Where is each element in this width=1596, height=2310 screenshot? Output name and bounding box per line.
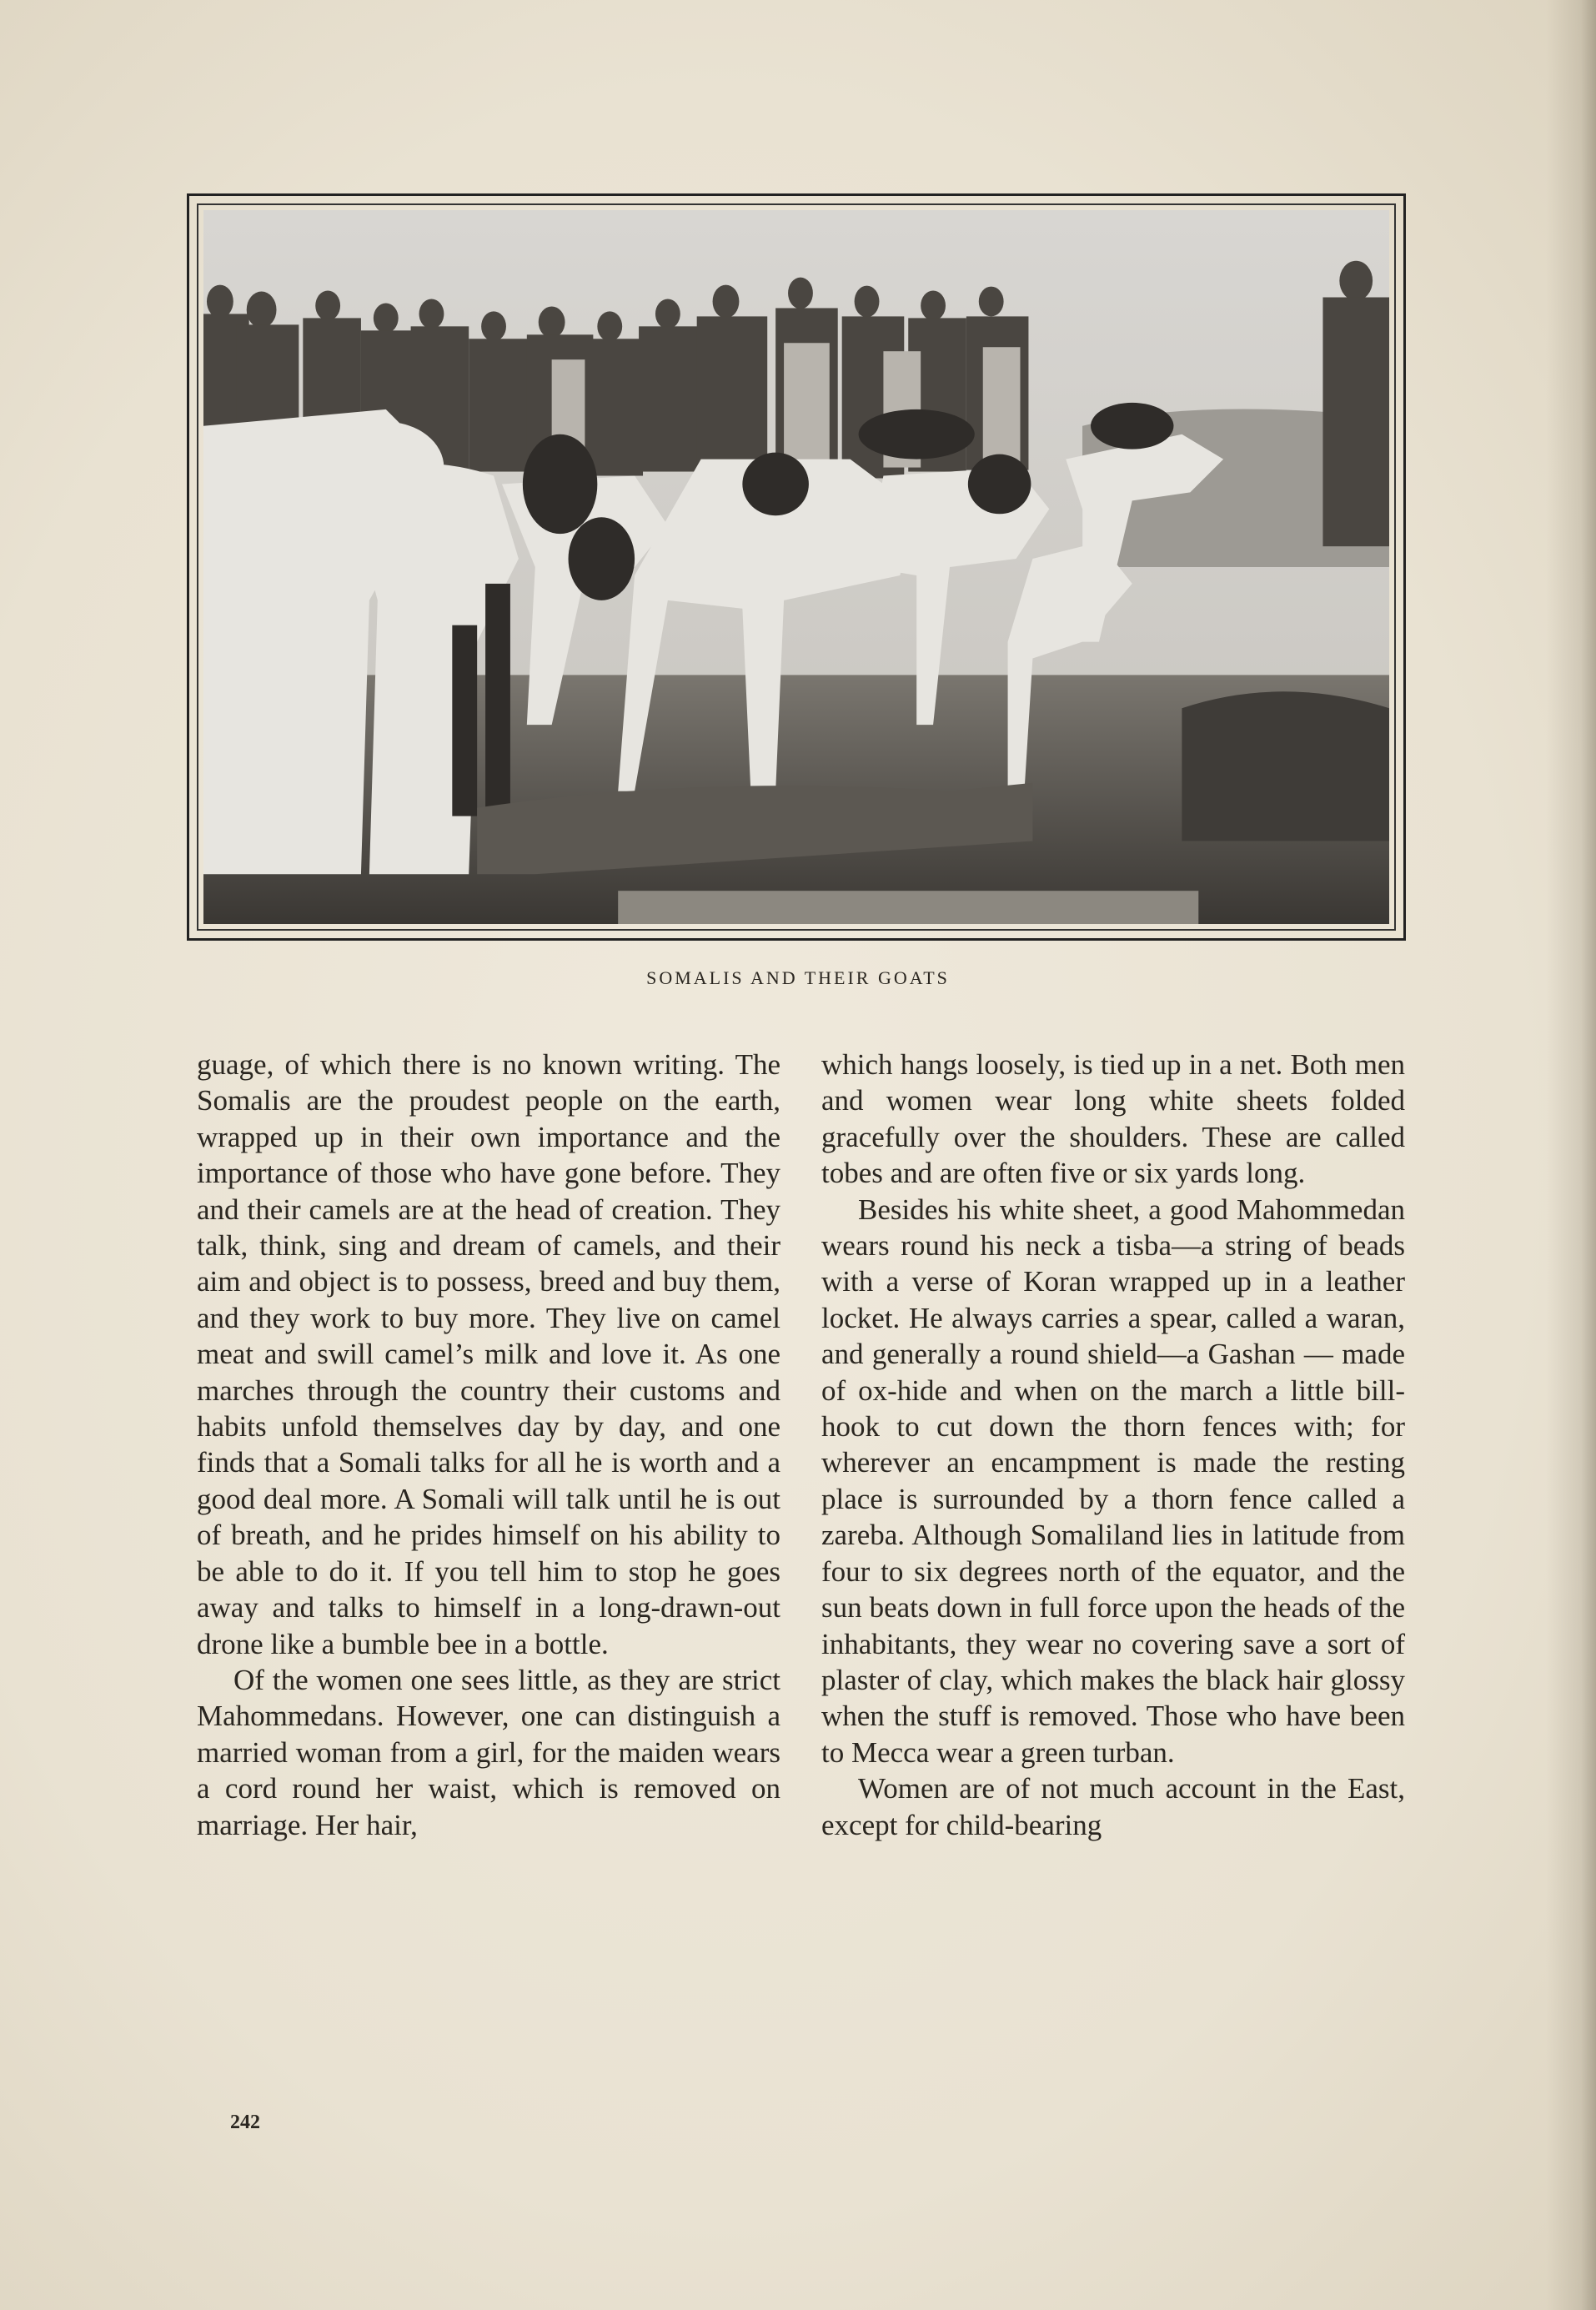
right-paragraph-2: Besides his white sheet, a good Mahommedan wears round his neck a tisba—a string of beads with a verse of Koran wrapped up in a leather locket. He always carries a spear, called a waran, and generally a round shield—a Gashan — made of ox-hide and when on the march a little bill-hook to cut down the thorn fences with; for wherever an encampment is made the resting place is surrounded by a thorn fence called a zareba. Although Somaliland lies in latitude from four to six degrees north of the equator, and the sun beats down in full force upon the heads of the inhabitants, they wear no covering save a sort of plaster of clay, which makes the black hair glossy when the stuff is removed. Those who have been to Mecca wear a green turban. [821, 1193, 1405, 1769]
right-text-column [821, 1047, 1405, 1843]
right-paragraph-1: which hangs loosely, is tied up in a net. Both men and women wear long white sheets folded gracefully over the shoulders. These are called tobes and are often five or six yards long. [821, 1048, 1405, 1190]
photo-water [618, 891, 1198, 924]
left-paragraph-2: Of the women one sees little, as they are strict Mahommedans. However, one can distinguish a married woman from a girl, for the maiden wears a cord round her waist, which is removed on marriage. Her hair, [197, 1663, 780, 1841]
photo-caption: SOMALIS AND THEIR GOATS [646, 967, 950, 988]
photo-rocks [1182, 691, 1389, 841]
page-edge-shadow [1546, 0, 1596, 2310]
photo-frame [187, 193, 1406, 941]
left-text-column [197, 1047, 780, 1843]
page-number: 242 [230, 2112, 260, 2133]
right-paragraph-3: Women are of not much account in the East, except for child-bearing [821, 1772, 1405, 1841]
photograph-somalis-goats [203, 210, 1389, 924]
photo-inner-border [197, 203, 1396, 931]
left-paragraph-1: guage, of which there is no known writing. The Somalis are the proudest people on the earth, wrapped up in their own importance and the importance of those who have gone before. They and their camels are at the head of creation. They talk, think, sing and dream of camels, and their aim and object is to possess, breed and buy them, and they work to buy more. They live on camel meat and swill camel’s milk and love it. As one marches through the country their customs and habits unfold themselves day by day, and one finds that a Somali talks for all he is worth and a good deal more. A Somali will talk until he is out of breath, and he prides himself on his ability to be able to do it. If you tell him to stop he goes away and talks to himself in a long-drawn-out drone like a bumble bee in a bottle. [197, 1048, 780, 1660]
